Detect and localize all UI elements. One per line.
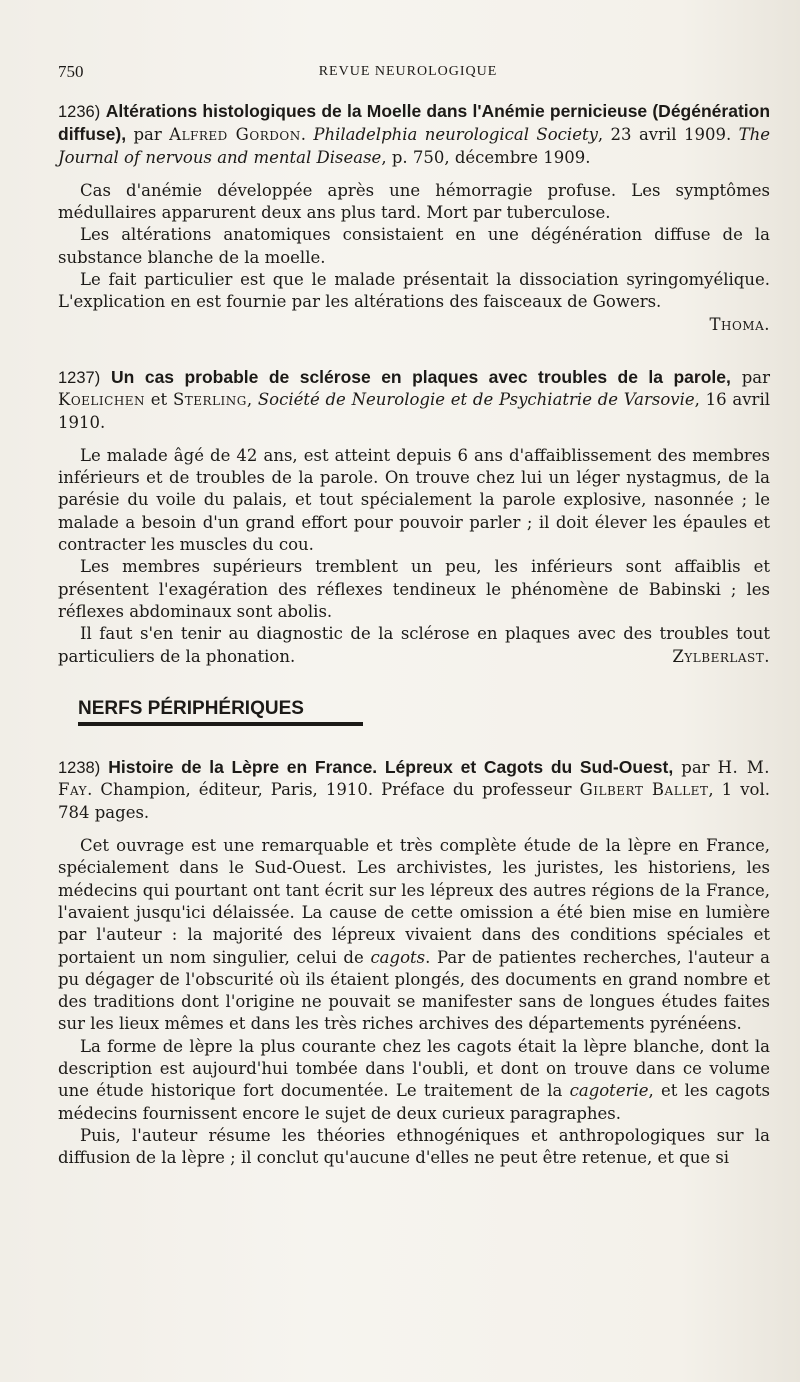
page-content (58, 100, 770, 1169)
author-name: Gilbert Ballet (579, 780, 709, 800)
author-join: et (145, 390, 173, 410)
ref-text: , 1 vol. 784 pages. (58, 780, 770, 822)
ref-text: . Champion, éditeur, Paris, 1910. Préface du professeur (87, 780, 580, 800)
ref-text: , (246, 390, 258, 410)
paragraph-text: La forme de lèpre la plus courante chez les cagots était la lèpre blanche, dont la description est aujourd'hui tombée dans l'oubli, et dont on trouve dans ce volume une étude historique fort documentée. Le traitement de la (58, 1036, 770, 1101)
spacer (58, 336, 770, 366)
signature: Zylberlast. (672, 646, 770, 666)
entry-1236 (58, 100, 770, 336)
signature: Thoma. (709, 314, 770, 334)
entry-heading (58, 366, 770, 434)
entry-title: Un cas probable de sclérose en plaques avec troubles de la parole, (111, 366, 731, 387)
paragraph-text: Il faut s'en tenir au diagnostic de la sclérose en plaques avec des troubles tout particuliers de la phonation. (58, 624, 770, 666)
section-heading: NERFS PÉRIPHÉRIQUES (78, 698, 363, 726)
ref-text: , 23 avril 1909. (597, 125, 739, 145)
paragraph-text: Cet ouvrage est une remarquable et très complète étude de la lèpre en France, spécialement dans le Sud-Ouest. Les archivistes, les juristes, les historiens, les médecins qui pourtant ont tant écrit sur les lépreux des autres régions de la France, l'avaient jusqu'ici délaissée. La cause de cette omission a été bien mise en lumière par l'auteur : la majorité des lépreux vivaient dans des conditions spéciales et portaient un nom singulier, celui de (58, 836, 770, 967)
entry-number: 1236) (58, 103, 101, 121)
author-prefix: par (126, 125, 170, 145)
italic-term: cagoterie (569, 1081, 649, 1101)
author-name: Sterling (172, 390, 247, 410)
paragraph (58, 835, 770, 1036)
entry-heading (58, 100, 770, 169)
paragraph: Le fait particulier est que le malade présentait la dissociation syringomyélique. L'explication en est fournie par les altérations des faisceaux de Gowers. (58, 270, 770, 312)
entry-number: 1237) (58, 368, 101, 387)
ref-italic: Société de Neurologie et de Psychiatrie de Varsovie (257, 390, 695, 410)
paragraph (58, 1036, 770, 1125)
entry-title: Altérations histologiques de la Moelle dans l'Anémie pernicieuse (Dégénération diffuse), (58, 101, 771, 145)
ref-text: , 16 avril 1910. (58, 390, 770, 432)
page-number: 750 (58, 62, 84, 81)
entry-heading (58, 756, 770, 824)
paragraph: Puis, l'auteur résume les théories ethnogéniques et anthropologiques sur la diffusion de la lèpre ; il conclut qu'aucune d'elles ne peut être retenue, et que si (58, 1125, 770, 1168)
italic-term: cagots (370, 947, 426, 967)
entry-title: Histoire de la Lèpre en France. Lépreux et Cagots du Sud-Ouest, (108, 757, 674, 778)
ref-text: . (300, 125, 314, 145)
page-header (58, 62, 758, 86)
entry-1237 (58, 366, 770, 668)
paragraph-text: , et les cagots médecins fournissent encore le sujet de deux curieux paragraphes. (58, 1081, 770, 1123)
ref-italic: The Journal of nervous and mental Disease (58, 125, 770, 167)
author-prefix: par (673, 758, 718, 778)
entry-number: 1238) (58, 759, 101, 778)
paragraph-text: . Par de patientes recherches, l'auteur a pu dégager de l'obscurité où ils étaient plongés, des documents en grand nombre et des traditions dont l'origine ne pouvait se manifester sans de longues études faites sur les lieux mêmes et dans les très riches archives des départements pyrénéens. (58, 947, 770, 1034)
author-name: Alfred Gordon (169, 125, 301, 145)
paragraph: Les altérations anatomiques consistaient en une dégénération diffuse de la substance blanche de la moelle. (58, 225, 770, 267)
author-name: H. M. Fay (58, 758, 770, 800)
paragraph: Cas d'anémie développée après une hémorragie profuse. Les symptômes médullaires apparurent deux ans plus tard. Mort par tuberculose. (58, 180, 770, 223)
author-name: Koelichen (58, 390, 146, 410)
paragraph: Le malade âgé de 42 ans, est atteint depuis 6 ans d'affaiblissement des membres inférieurs et de troubles de la parole. On trouve chez lui un léger nystagmus, de la parésie du voile du palais, et tout spécialement la parole explosive, nasonnée ; le malade a besoin d'un grand effort pour pouvoir parler ; il doit élever les épaules et contracter les muscles du cou. (58, 445, 770, 555)
ref-text: , p. 750, décembre 1909. (381, 147, 591, 167)
running-head: REVUE NEUROLOGIQUE (318, 64, 498, 79)
paragraph (58, 623, 770, 668)
ref-italic: Philadelphia neurological Society (313, 125, 598, 145)
author-prefix: par (730, 367, 770, 387)
entry-1238 (58, 756, 770, 1169)
paragraph: Les membres supérieurs tremblent un peu, les inférieurs sont affaiblis et présentent l'exagération des réflexes tendineux le phénomène de Babinski ; les réflexes abdominaux sont abolis. (58, 557, 770, 621)
